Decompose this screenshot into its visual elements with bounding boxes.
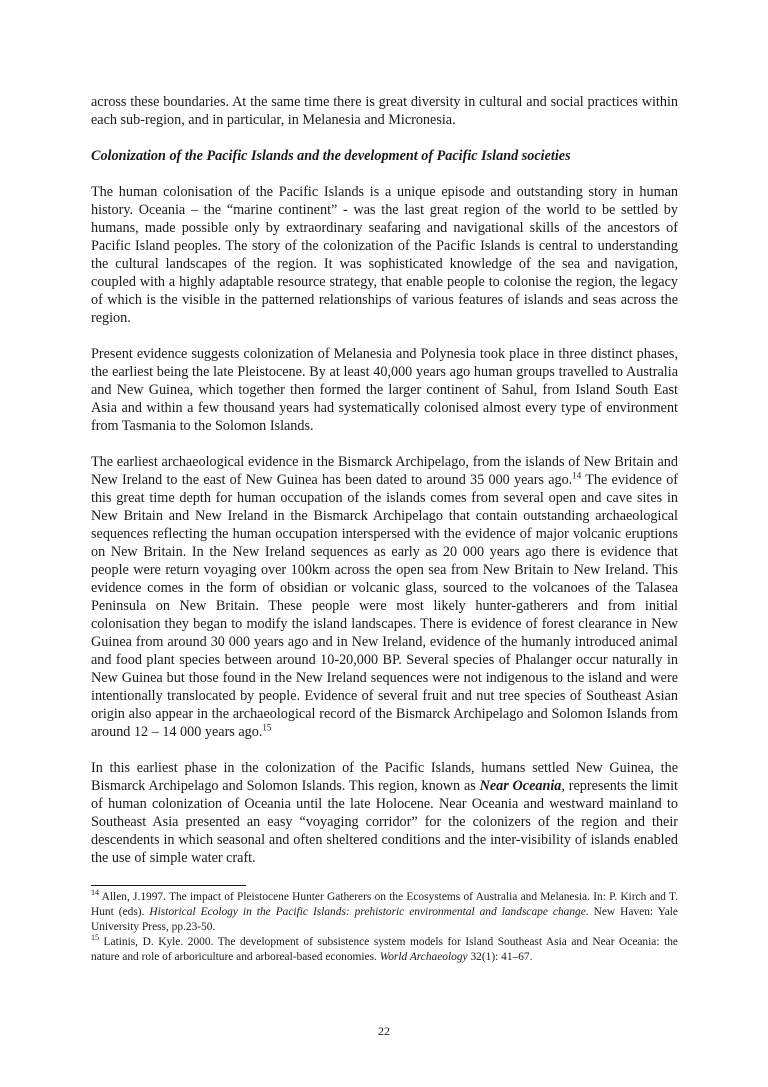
paragraph-near-oceania (91, 759, 678, 867)
page-number: 22 (378, 1024, 390, 1038)
document-page (91, 93, 678, 965)
footnote-journal: World Archaeology (379, 951, 468, 963)
paragraph-phases: Present evidence suggests colonization of Melanesia and Polynesia took place in three distinct phases, the earliest being the late Pleistocene. By at least 40,000 years ago human groups travelled to Australia and New Guinea, which together then formed the larger continent of Sahul, from Island South East Asia and within a few thousand years had systematically colonised almost every type of environment from Tasmania to the Solomon Islands. (91, 346, 678, 434)
footnote-ref-15[interactable]: 15 (262, 722, 272, 733)
paragraph-text: , represents the limit of human colonization of Oceania until the late Holocene. Near Oceania and westward mainland to Southeast Asia presented an easy “voyaging corridor” for the colonizers of the region and their descendents in which seasonal and often sheltered conditions and the inter-visibility of islands enabled the use of simple water craft. (91, 778, 678, 866)
footnote-text: 32(1): 41–67. (467, 951, 533, 963)
section-heading: Colonization of the Pacific Islands and the development of Pacific Island societies (91, 148, 571, 164)
footnote-number: 14 (91, 888, 99, 898)
paragraph-text: The earliest archaeological evidence in the Bismarck Archipelago, from the islands of New Britain and New Ireland to the east of New Guinea has been dated to around 35 000 years ago. (91, 454, 678, 488)
paragraph-bismarck (91, 453, 678, 741)
footnote-15 (91, 935, 678, 965)
term-near-oceania: Near Oceania (479, 778, 562, 794)
footnote-divider (91, 885, 246, 886)
footnote-book-title: Historical Ecology in the Pacific Islands: prehistoric environmental and landscape change (149, 906, 586, 918)
footnote-number: 15 (91, 933, 99, 943)
paragraph-intro: across these boundaries. At the same time there is great diversity in cultural and social practices within each sub-region, and in particular, in Melanesia and Micronesia. (91, 94, 678, 128)
footnote-ref-14[interactable]: 14 (572, 470, 582, 481)
footnote-text: . New Haven: Yale University Press, pp.23-50. (91, 906, 678, 933)
paragraph-text: In this earliest phase in the colonization of the Pacific Islands, humans settled New Guinea, the Bismarck Archipelago and Solomon Islands. This region, known as (91, 760, 678, 794)
footnote-14 (91, 890, 678, 935)
paragraph-colonisation: The human colonisation of the Pacific Islands is a unique episode and outstanding story in human history. Oceania – the “marine continent” - was the last great region of the world to be settled by humans, made possible only by extraordinary seafaring and navigational skills of the ancestors of Pacific Island peoples. The story of the colonization of the Pacific Islands is central to understanding the cultural landscapes of the region. It was sophisticated knowledge of the sea and navigation, coupled with a highly adaptable resource strategy, that enable people to colonise the region, the legacy of which is the visible in the patterned relationships of various features of islands and seas across the region. (91, 184, 678, 326)
paragraph-text: The evidence of this great time depth for human occupation of the islands comes from several open and cave sites in New Britain and New Ireland in the Bismarck Archipelago that contain outstanding archaeological sequences reflecting the human occupation interspersed with the evidence of major volcanic eruptions on New Britain. In the New Ireland sequences as early as 20 000 years ago there is evidence that people were return voyaging over 100km across the open sea from New Britain to New Ireland. This evidence comes in the form of obsidian or volcanic glass, sourced to the volcanoes of the Talasea Peninsula on New Britain. These people were most likely hunter-gatherers and from initial colonisation they began to modify the island landscapes. There is evidence of forest clearance in New Guinea from around 30 000 years ago and in New Ireland, evidence of the humanly introduced animal and food plant species between around 10-20,000 BP. Several species of Phalanger occur naturally in New Guinea but those found in the New Ireland sequences were not indigenous to the island and were intentionally translocated by people. Evidence of several fruit and nut tree species of Southeast Asian origin also appear in the archaeological record of the Bismarck Archipelago and Solomon Islands from around 12 – 14 000 years ago. (91, 472, 679, 740)
footnote-text: Latinis, D. Kyle. 2000. The development of subsistence system models for Island Southeast Asia and Near Oceania: the nature and role of arboriculture and arboreal-based economies. (91, 936, 678, 963)
footnote-text: Allen, J.1997. The impact of Pleistocene Hunter Gatherers on the Ecosystems of Australia and Melanesia. In: P. Kirch and T. Hunt (eds). (91, 891, 678, 918)
